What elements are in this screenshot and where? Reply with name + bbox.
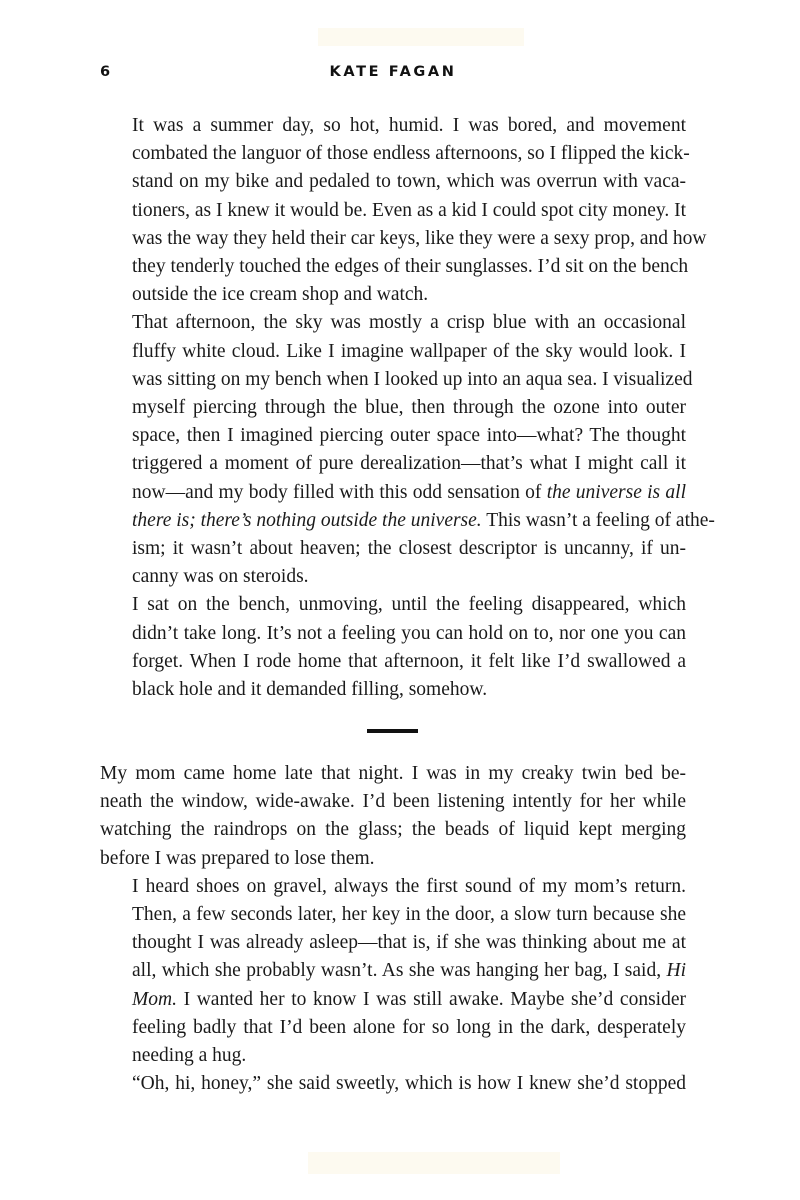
text-line <box>100 957 686 985</box>
paragraph-summer-day <box>100 112 707 309</box>
text-line: outside the ice cream shop and watch. <box>132 284 429 306</box>
text-line: forget. When I rode home that afternoon, it felt like I’d swallowed a <box>132 650 686 672</box>
text-line: fluffy white cloud. Like I imagine wallpaper of the sky would look. I <box>132 340 686 362</box>
section-two <box>100 760 686 1098</box>
text-run: all, which she probably wasn’t. As she was hanging her bag, I said, <box>132 960 667 982</box>
running-head <box>100 64 686 88</box>
text-line: ism; it wasn’t about heaven; the closest descriptor is uncanny, if un- <box>132 538 686 560</box>
scan-smudge-bottom <box>308 1152 560 1174</box>
text-line: canny was on steroids. <box>132 566 309 588</box>
text-run: This wasn’t a feeling of athe- <box>481 509 715 531</box>
text-line: was the way they held their car keys, like they were a sexy prop, and how <box>132 227 707 249</box>
paragraph-bench <box>100 591 686 704</box>
italic-phrase: the universe is all <box>546 481 687 503</box>
text-line: stand on my bike and pedaled to town, which was overrun with vaca- <box>132 171 686 193</box>
text-line: didn’t take long. It’s not a feeling you can hold on to, nor one you can <box>132 622 686 644</box>
paragraph-oh-hi-honey <box>100 1070 686 1098</box>
running-title: KATE FAGAN <box>329 64 457 80</box>
text-line: combated the languor of those endless afternoons, so I flipped the kick- <box>132 143 690 165</box>
text-line: they tenderly touched the edges of their sunglasses. I’d sit on the bench <box>132 256 689 278</box>
text-line: feeling badly that I’d been alone for so long in the dark, desperately <box>132 1016 686 1038</box>
text-line: black hole and it demanded filling, somehow. <box>132 679 488 701</box>
text-line: That afternoon, the sky was mostly a crisp blue with an occasional <box>132 312 686 334</box>
text-line: thought I was already asleep—that is, if she was thinking about me at <box>132 932 686 954</box>
text-line: neath the window, wide-awake. I’d been listening intently for her while <box>100 791 686 813</box>
text-line: myself piercing through the blue, then through the ozone into outer <box>132 397 686 419</box>
text-line: I sat on the bench, unmoving, until the feeling disappeared, which <box>132 594 686 616</box>
text-line <box>100 479 686 507</box>
text-line: space, then I imagined piercing outer space into—what? The thought <box>132 425 686 447</box>
text-line: My mom came home late that night. I was in my creaky twin bed be- <box>100 763 686 784</box>
page-number: 6 <box>100 64 111 80</box>
italic-phrase: there is; there’s nothing outside the universe. <box>132 509 482 531</box>
paragraph-afternoon-sky <box>100 309 715 591</box>
text-line <box>100 986 686 1014</box>
text-line: I heard shoes on gravel, always the first sound of my mom’s return. <box>132 875 686 897</box>
text-line: triggered a moment of pure derealization—that’s what I might call it <box>132 453 686 475</box>
text-line: needing a hug. <box>132 1045 247 1067</box>
text-line: It was a summer day, so hot, humid. I was bored, and movement <box>132 115 686 136</box>
paragraph-shoes-on-gravel <box>100 873 686 1070</box>
text-run: I wanted her to know I was still awake. Maybe she’d consider <box>176 988 686 1010</box>
italic-phrase: Mom. <box>132 988 177 1010</box>
paragraph-mom-late <box>100 760 686 873</box>
text-line <box>100 507 715 535</box>
text-line: watching the raindrops on the glass; the beads of liquid kept merging <box>100 819 686 841</box>
scan-smudge-top <box>318 28 524 46</box>
section-break-rule <box>367 729 418 733</box>
text-run: now—and my body filled with this odd sensation of <box>132 481 547 503</box>
text-line: “Oh, hi, honey,” she said sweetly, which is how I knew she’d stopped <box>132 1073 686 1095</box>
text-line: before I was prepared to lose them. <box>100 847 375 869</box>
text-line: was sitting on my bench when I looked up into an aqua sea. I visualized <box>132 368 693 390</box>
section-one <box>100 112 715 704</box>
italic-phrase: Hi <box>666 960 686 982</box>
text-line: Then, a few seconds later, her key in the door, a slow turn because she <box>132 904 686 926</box>
text-line: tioners, as I knew it would be. Even as a kid I could spot city money. It <box>132 199 686 221</box>
